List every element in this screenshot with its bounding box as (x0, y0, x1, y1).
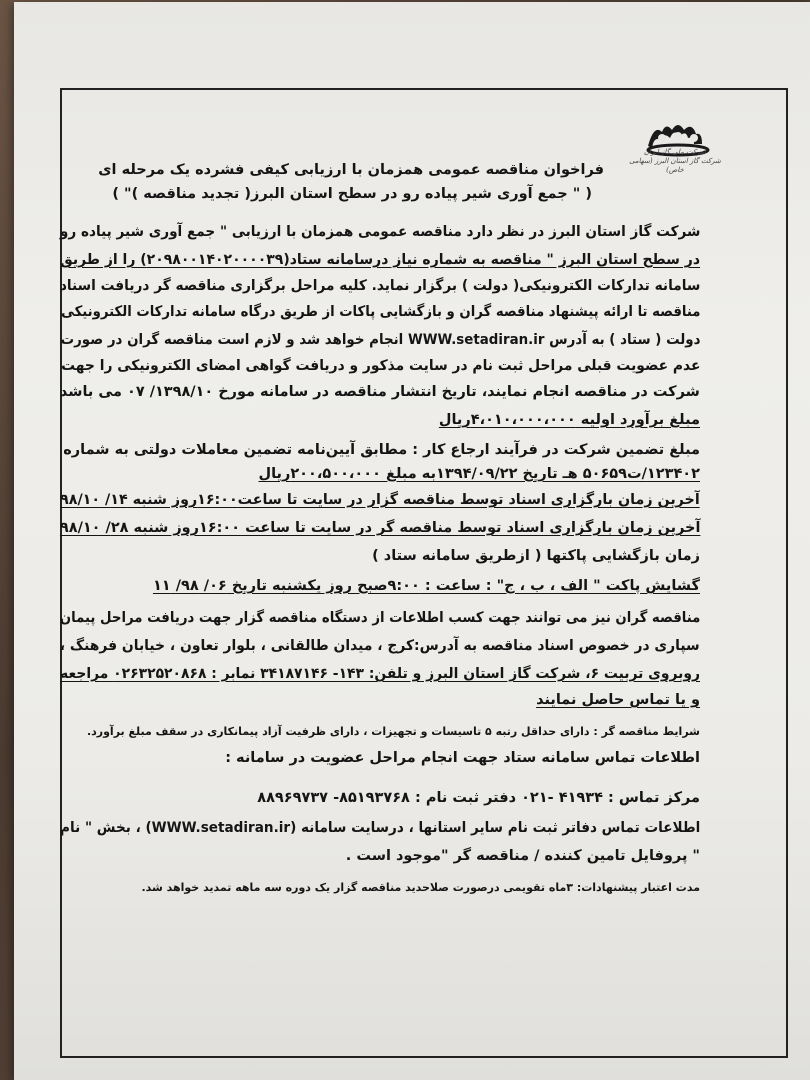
body-line-4: مناقصه تا ارائه پیشنهاد مناقصه گران و بازگشایی پاکات از طریق درگاه سامانه تدارکات الکترونیکی (60, 304, 700, 320)
validity-note: مدت اعتبار پیشنهادات: ۳ماه تقویمی درصورت صلاحدید مناقصه گزار یک دوره سه ماهه تمدید خواهد شد. (141, 881, 700, 894)
contact-line-1: اطلاعات تماس سامانه ستاد جهت انجام مراحل عضویت در سامانه : (225, 750, 700, 766)
bidder-conditions: شرایط مناقصه گر : دارای حداقل رتبه ۵ تاسیسات و تجهیزات ، دارای ظرفیت آزاد پیمانکاری در سقف مبلغ برآورد. (86, 725, 700, 738)
body-line-3: سامانه تدارکات الکترونیکی( دولت ) برگزار نماید. کلیه مراحل برگزاری مناقصه گر دریافت اسناد (59, 278, 700, 294)
contact-line-4: " پروفایل تامین کننده / مناقصه گر "موجود است . (345, 848, 700, 864)
body-line-7: شرکت در مناقصه انجام نمایند، تاریخ انتشار مناقصه در سامانه مورخ ۱۳۹۸/۱۰/ ۰۷ می باشد (60, 384, 700, 400)
body-line-5: دولت ( ستاد ) به آدرس WWW.setadiran.ir انجام خواهد شد و لازم است مناقصه گران در صورت (60, 332, 700, 348)
estimate-line: مبلغ برآورد اولیه ۴،۰۱۰،۰۰۰،۰۰۰ریال (438, 412, 700, 428)
body-line-6: عدم عضویت قبلی مراحل ثبت نام در سایت مذکور و دریافت گواهی امضای الکترونیکی را جهت (60, 358, 700, 374)
body-line-2: در سطح استان البرز " مناقصه به شماره نیاز درسامانه ستاد(۲۰۹۸۰۰۱۴۰۲۰۰۰۰۳۹) را از طریق (60, 252, 700, 268)
deadline-line-1: آخرین زمان بارگزاری اسناد توسط مناقصه گزار در سایت تا ساعت۱۶:۰۰روز شنبه ۱۴/ ۹۸/۱۰ (60, 492, 700, 508)
info-line-1: مناقصه گران نیز می توانند جهت کسب اطلاعات از دستگاه مناقصه گزار جهت دریافت مراحل پیمان (59, 610, 700, 626)
info-line-2: سپاری در خصوص اسناد مناقصه به آدرس:کرج ، میدان طالقانی ، بلوار تعاون ، خیابان فرهنگ ، (60, 638, 700, 654)
opening-line-1: زمان بازگشایی پاکتها ( ازطریق سامانه ستاد ) (372, 548, 700, 564)
info-line-4: و یا تماس حاصل نمایند (536, 692, 700, 708)
deadline-line-2: آخرین زمان بارگزاری اسناد توسط مناقصه گر در سایت تا ساعت ۱۶:۰۰روز شنبه ۲۸/ ۹۸/۱۰ (59, 520, 700, 536)
contact-line-2: مرکز تماس : ۴۱۹۳۴ -۰۲۱ دفتر ثبت نام : ۸۵۱۹۳۷۶۸- ۸۸۹۶۹۷۳۷ (257, 790, 700, 806)
title-line-1: فراخوان مناقصه عمومی همزمان با ارزیابی کیفی فشرده یک مرحله ای (98, 162, 604, 178)
title-line-2: ( " جمع آوری شیر پیاده رو در سطح استان البرز( تجدید مناقصه )" ) (112, 186, 592, 202)
guarantee-line-1: مبلغ تضمین شرکت در فرآیند ارجاع کار : مطابق آیین‌نامه تضمین معاملات دولتی به شماره (63, 442, 700, 458)
guarantee-line-2: ۱۲۳۴۰۲/ت۵۰۶۵۹ هـ تاریخ ۱۳۹۴/۰۹/۲۲به مبلغ ۲۰۰،۵۰۰،۰۰۰ریال (258, 466, 700, 482)
contact-line-3: اطلاعات تماس دفاتر ثبت نام سایر استانها ، درسایت سامانه (WWW.setadiran.ir) ، بخش " نام (59, 820, 700, 836)
logo-caption: شرکت ملی گاز ایران شرکت گاز استان البرز (سهامی خاص) (629, 148, 721, 174)
info-line-3: روبروی تربیت ۶، شرکت گاز استان البرز و تلفن: ۱۴۳- ۳۴۱۸۷۱۴۶ نمابر : ۰۲۶۳۲۵۲۰۸۶۸ مراجعه (60, 666, 700, 682)
opening-line-2: گشایش پاکت " الف ، ب ، ج" : ساعت : ۹:۰۰صبح روز یکشنبه تاریخ ۰۶/ ۹۸/ ۱۱ (152, 578, 700, 594)
body-line-1: شرکت گاز استان البرز در نظر دارد مناقصه عمومی همزمان با ارزیابی " جمع آوری شیر پیاده رو (59, 224, 700, 240)
